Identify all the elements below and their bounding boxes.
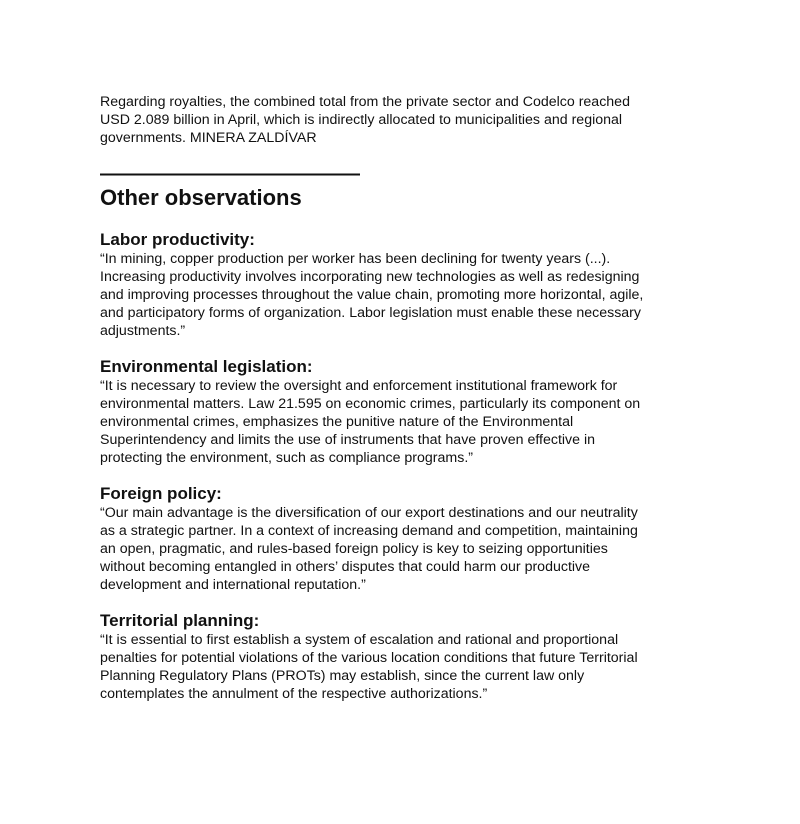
observation-territorial-planning bbox=[100, 611, 700, 703]
observation-text: “Our main advantage is the diversification of our export destinations and our neutrality as a strategic partner. In a context of increasing demand and competition, maintaining an open, pragmatic, and rules-based foreign policy is key to seizing opportunities without becoming entangled in others’ disputes that could harm our productive development and international reputation.” bbox=[100, 505, 638, 593]
intro-paragraph: Regarding royalties, the combined total from the private sector and Codelco reached USD 2.089 billion in April, which is indirectly allocated to municipalities and regional governments. MINERA ZALDÍVAR bbox=[100, 94, 630, 146]
observation-heading: Environmental legislation: bbox=[100, 357, 313, 376]
document-page bbox=[100, 93, 700, 703]
observation-text: “It is necessary to review the oversight and enforcement institutional framework for environmental matters. Law 21.595 on economic crimes, particularly its component on environmental crimes, emphasizes the punitive nature of the Environmental Superintendency and limits the use of instruments that have proven effective in protecting the environment, such as compliance programs.” bbox=[100, 378, 641, 466]
observation-heading: Foreign policy: bbox=[100, 484, 222, 503]
observation-text: “In mining, copper production per worker has been declining for twenty years (...). Increasing productivity involves incorporating new technologies as well as redesigning and improving processes throughout the value chain, promoting more horizontal, agile, and participatory forms of organization. Labor legislation must enable these necessary adjustments.” bbox=[100, 251, 644, 339]
section-title: Other observations bbox=[100, 185, 302, 210]
observation-environmental-legislation bbox=[100, 357, 700, 467]
observation-heading: Territorial planning: bbox=[100, 611, 260, 630]
observation-foreign-policy bbox=[100, 484, 700, 594]
observation-labor-productivity bbox=[100, 230, 700, 340]
section-divider: ————————————— bbox=[100, 167, 360, 181]
observation-text: “It is essential to first establish a system of escalation and rational and proportional penalties for potential violations of the various location conditions that future Territorial Planning Regulatory Plans (PROTs) may establish, since the current law only contemplates the annulment of the respective authorizations.” bbox=[100, 632, 638, 702]
observation-heading: Labor productivity: bbox=[100, 230, 255, 249]
